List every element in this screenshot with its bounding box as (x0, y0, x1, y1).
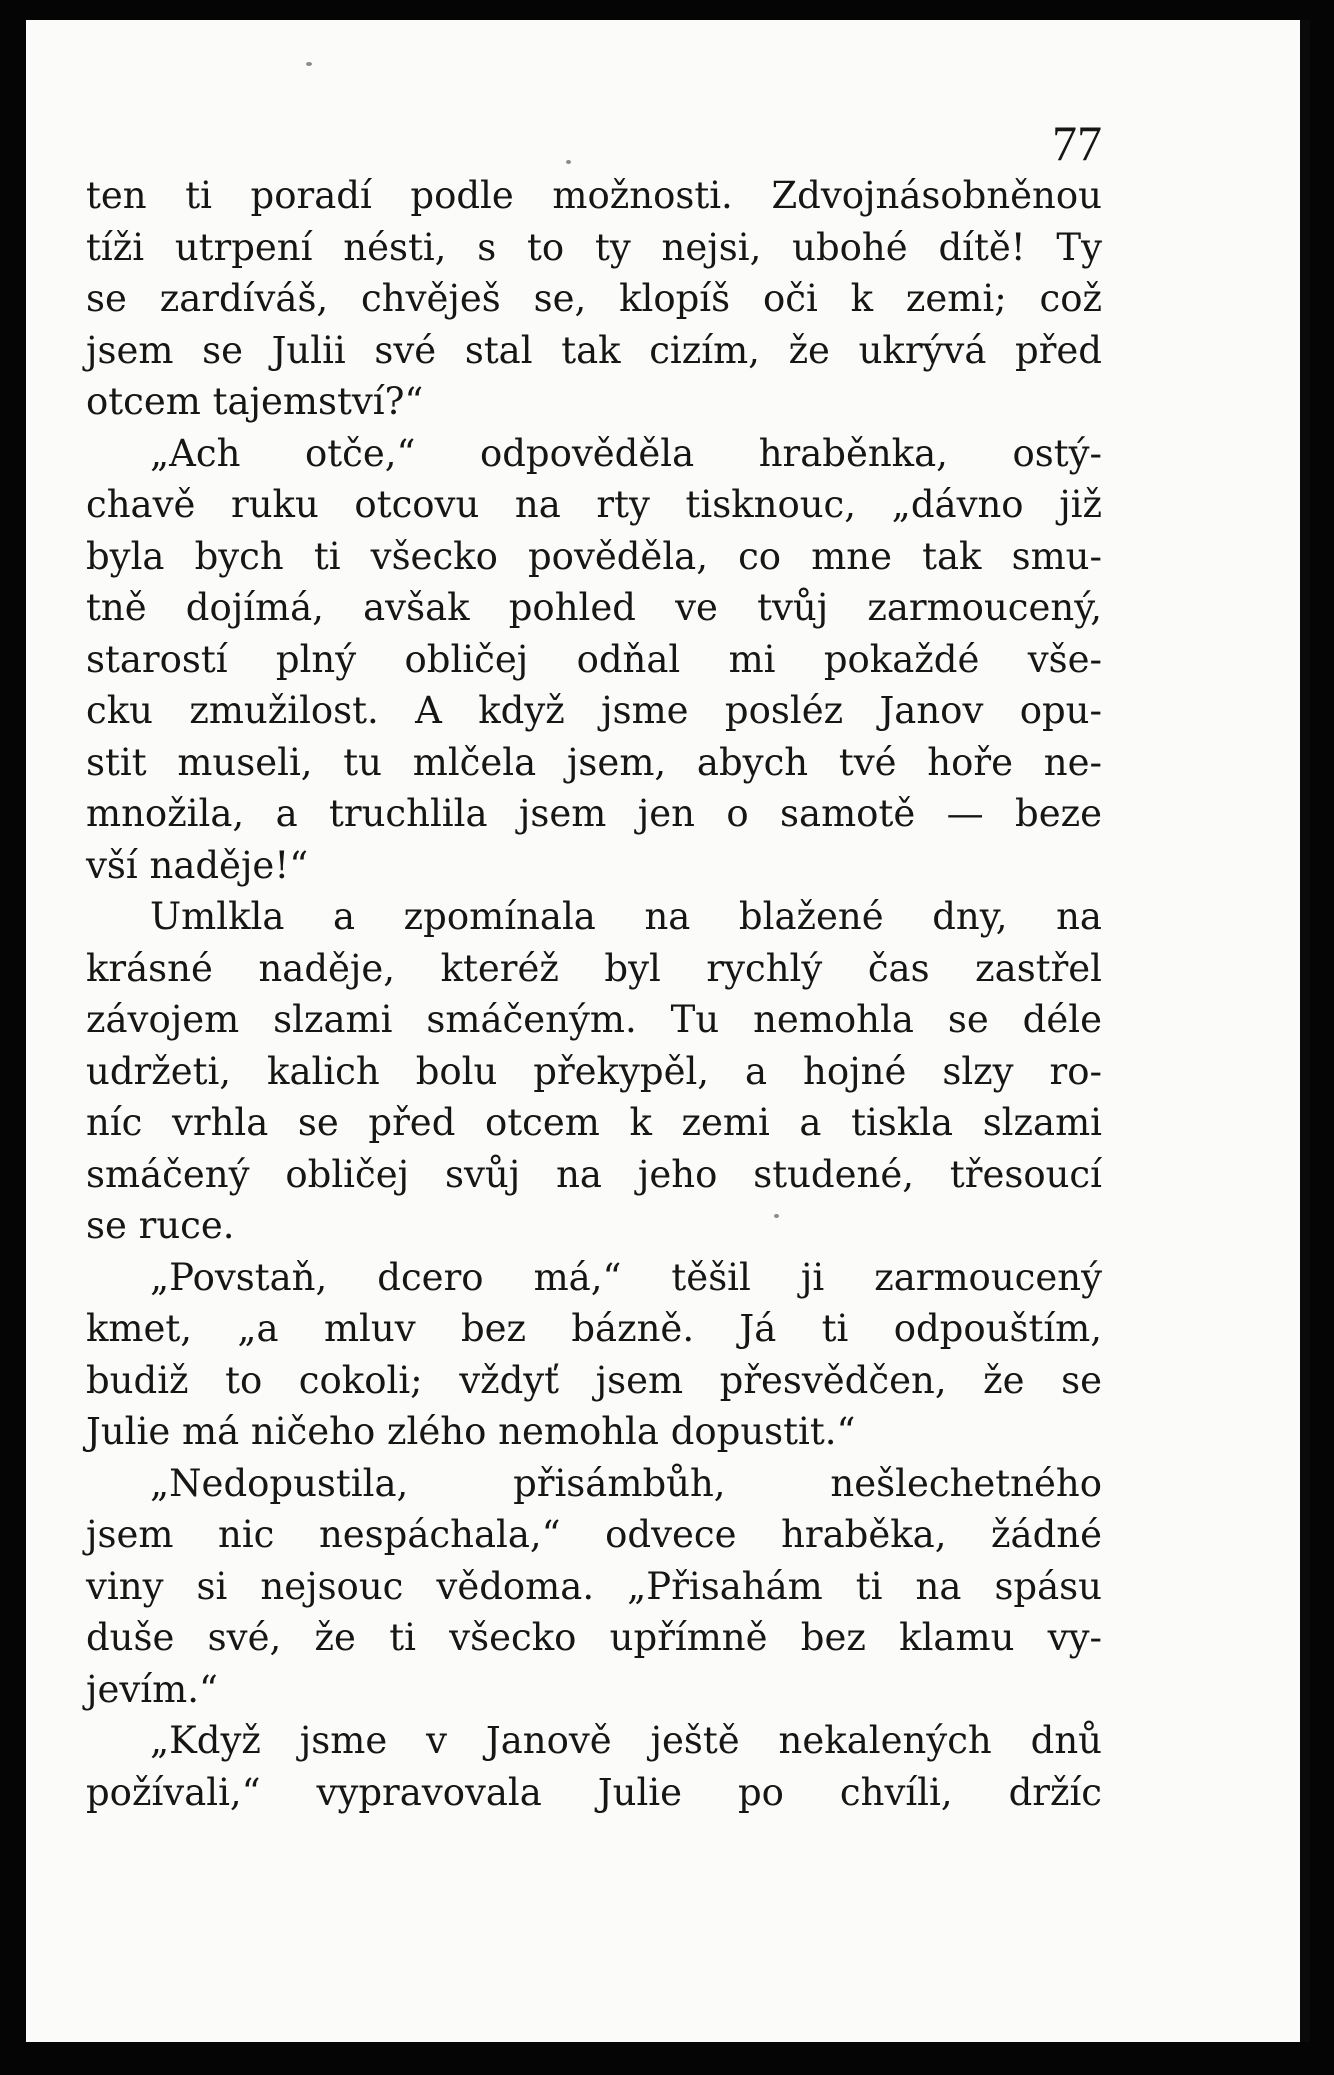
text-line: „Povstaň, dcero má,“ těšil ji zarmoucený (150, 1255, 1102, 1299)
text-line: cku zmužilost. A když jsme posléz Janov opu- (86, 689, 1102, 732)
text-line: Julie má ničeho zlého nemohla dopustit.“ (86, 1410, 856, 1453)
page-number: 77 (1052, 115, 1102, 171)
text-line: budiž to cokoli; vždyť jsem přesvědčen, že se (86, 1358, 1102, 1402)
text-line: smáčený obličej svůj na jeho studené, třesoucí (86, 1152, 1102, 1196)
text-line: jsem se Julii své stal tak cizím, že ukrývá před (86, 328, 1102, 372)
text-line: stit museli, tu mlčela jsem, abych tvé hoře ne- (86, 740, 1102, 784)
text-line: „Nedopustila, přisámbůh, nešlechetného (150, 1461, 1102, 1505)
text-line: jsem nic nespáchala,“ odvece hraběka, žádné (86, 1513, 1102, 1556)
text-line: tně dojímá, avšak pohled ve tvůj zarmoucený, (86, 586, 1102, 629)
text-line: viny si nejsouc vědoma. „Přisahám ti na spásu (86, 1564, 1102, 1608)
text-line: krásné naděje, kteréž byl rychlý čas zastřel (86, 946, 1102, 990)
text-line: se zardíváš, chvěješ se, klopíš oči k zemi; což (86, 277, 1102, 320)
dust-speck (306, 62, 312, 66)
text-line: množila, a truchlila jsem jen o samotě — beze (86, 792, 1102, 835)
text-line: tíži utrpení nésti, s to ty nejsi, ubohé dítě! Ty (86, 225, 1102, 269)
text-line: starostí plný obličej odňal mi pokaždé vše- (86, 637, 1102, 681)
text-line: Umlkla a zpomínala na blažené dny, na (150, 895, 1102, 938)
text-line: závojem slzami smáčeným. Tu nemohla se déle (86, 998, 1102, 1041)
text-line: ten ti poradí podle možnosti. Zdvojnásobněnou (86, 174, 1102, 217)
text-line: „Když jsme v Janově ještě nekalených dnů (150, 1719, 1102, 1762)
text-line: se ruce. (86, 1204, 235, 1247)
text-line: níc vrhla se před otcem k zemi a tiskla slzami (86, 1101, 1102, 1144)
text-line: požívali,“ vypravovala Julie po chvíli, držíc (86, 1770, 1102, 1814)
text-line: jevím.“ (86, 1667, 218, 1711)
body-text (86, 170, 1102, 1818)
text-line: otcem tajemství?“ (86, 380, 424, 423)
text-line: udržeti, kalich bolu překypěl, a hojné slzy ro- (86, 1049, 1102, 1093)
book-page (26, 20, 1310, 2042)
dust-speck (566, 160, 571, 164)
text-line: chavě ruku otcovu na rty tisknouc, „dávno již (86, 483, 1102, 526)
text-line: kmet, „a mluv bez bázně. Já ti odpouštím, (86, 1307, 1102, 1350)
text-line: byla bych ti všecko pověděla, co mne tak smu- (86, 534, 1102, 578)
text-line: vší naděje!“ (86, 843, 309, 887)
text-line: duše své, že ti všecko upřímně bez klamu vy- (86, 1616, 1102, 1659)
text-line: „Ach otče,“ odpověděla hraběnka, ostý- (150, 431, 1102, 475)
